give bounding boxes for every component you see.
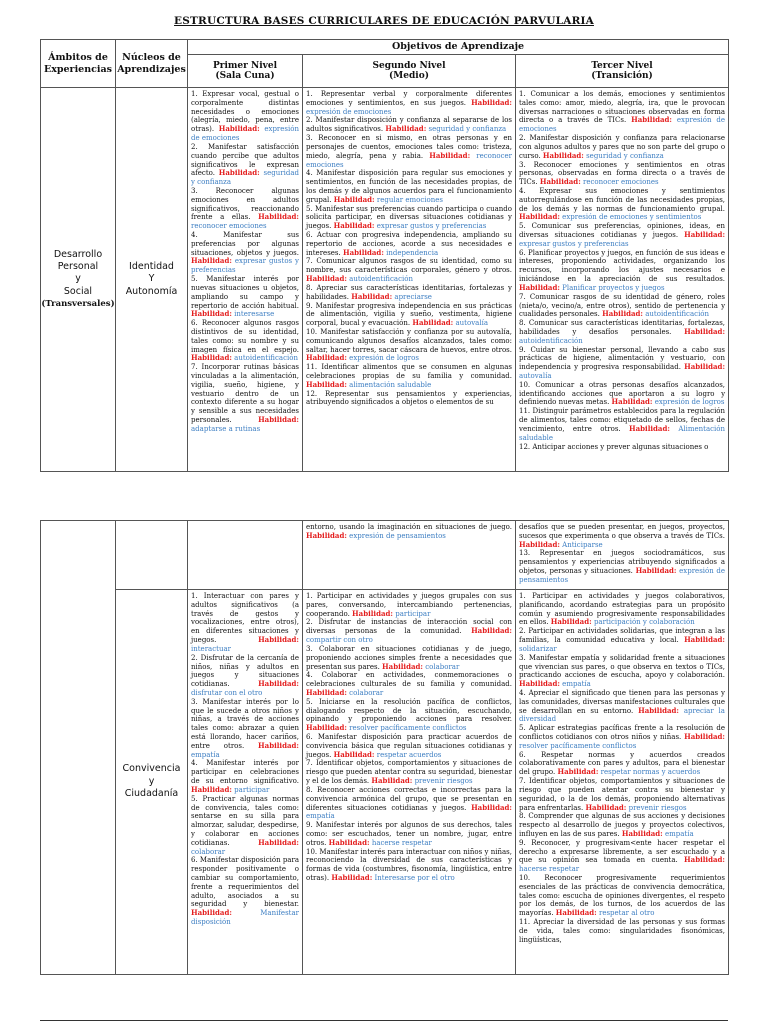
objective-text: 8. Comprender que algunas de sus acciones y decisiones respecto al desarrollo de juegos y proyectos colectivos, influyen en las de sus pares. xyxy=(519,812,725,838)
habilidad-value: hacerse respetar xyxy=(519,865,580,874)
objective-text: 13. Representar en juegos sociodramáticos, sus pensamientos y experiencias atribuyendo significados a objetos, personas y situaciones. xyxy=(519,549,725,576)
objective-item xyxy=(191,143,299,187)
nucleo-line: y xyxy=(148,775,155,787)
objective-text: 5. Iniciarse en la resolución pacífica de conflictos, dialogando respecto de la situación, escuchando, opinando y proponiendo acciones para resolver. xyxy=(306,697,512,724)
habilidad-label: Habilidad: xyxy=(621,828,663,838)
objective-item xyxy=(306,134,512,169)
habilidad-label: Habilidad: xyxy=(306,723,347,733)
habilidad-label: Habilidad: xyxy=(191,309,232,319)
header-primer-nivel xyxy=(188,55,303,88)
objective-text: 9. Manifestar progresiva independencia en sus prácticas de alimentación, vigilia y sueño, vestimenta, higiene corporal, bucal y evacuación. xyxy=(306,301,512,328)
objective-item xyxy=(519,689,725,724)
objective-item xyxy=(519,777,725,812)
objective-text: 4. Manifestar interés por participar en celebraciones de su entorno significativo. xyxy=(191,759,299,786)
habilidad-value: colaborar xyxy=(349,688,384,697)
habilidad-label: Habilidad: xyxy=(471,97,512,107)
ambito-line: Social xyxy=(63,285,93,297)
habilidad-label: Habilidad: xyxy=(519,212,560,222)
objective-item xyxy=(519,627,725,653)
objective-item xyxy=(519,443,725,452)
habilidad-label: Habilidad: xyxy=(191,353,232,363)
objective-item xyxy=(306,786,512,821)
objective-text: 6. Manifestar disposición para responder positivamente o cambiar su comportamiento, frente a requerimientos del adulto, asociados a su seguridad y bienestar. xyxy=(191,856,299,909)
habilidad-value: empatía xyxy=(562,680,591,689)
objective-text: 1. Participar en actividades y juegos colaborativos, planificando, acordando estrategias para un propósito común y asumiendo progresivamente responsabilidades en ellos. xyxy=(519,592,725,627)
habilidad-label: Habilidad: xyxy=(218,168,260,178)
objective-item xyxy=(191,319,299,363)
header-primer-nivel-label: Primer Nivel xyxy=(212,60,278,71)
habilidad-value: adaptarse a rutinas xyxy=(191,424,261,433)
convivencia-primer-cell xyxy=(188,590,303,975)
objective-text: 2. Manifestar satisfacción cuando percibe que adultos significativos le expresan afecto. xyxy=(191,142,299,178)
habilidad-label: Habilidad: xyxy=(371,776,413,786)
objective-text: 9. Reconocer, y progresivam<ente hacer respetar el derecho a expresarse libremente, a ser escuchado y a que su opinión sea tomada en cuenta. xyxy=(519,838,725,865)
curriculum-table-bottom xyxy=(40,520,729,975)
objective-text: 10. Manifestar satisfacción y confianza por su autovalía, comunicando algunos desafíos alcanzados, tales como: saltar, hacer torres, sacar cáscara de huevos, entre otros. xyxy=(306,327,512,354)
habilidad-value: expresión de logros xyxy=(349,354,419,363)
objective-text: 4. Apreciar el significado que tienen para las personas y las comunidades, diversas manifestaciones culturales que se desarrollan en su entorno. xyxy=(519,688,725,715)
objective-text: entorno, usando la imaginación en situaciones de juego. xyxy=(306,523,512,531)
habilidad-value: apreciar la diversidad xyxy=(519,706,725,724)
objective-text: 1. Expresar vocal, gestual o corporalmente distintas necesidades o emociones (alegría, miedo, pena, entre otras). xyxy=(191,90,299,134)
habilidad-label: Habilidad: xyxy=(635,566,677,576)
objective-text: 4. Colaborar en actividades, conmemoraciones o celebraciones culturales de su familia y comunidad. xyxy=(306,671,512,689)
objective-text: 6. Planificar proyectos y juegos, en función de sus ideas e intereses, proponiendo actividades, organizando los recursos, incorporando los ajustes necesarios e iniciándose en la apreciación de sus resultados. xyxy=(519,248,726,284)
objective-item xyxy=(191,698,299,760)
objective-item xyxy=(519,839,725,874)
habilidad-label: Habilidad: xyxy=(555,908,597,918)
habilidad-value: Planificar proyectos y juegos xyxy=(562,283,665,292)
habilidad-value: prevenir riesgos xyxy=(414,777,473,786)
habilidad-value: seguridad y confianza xyxy=(428,125,507,134)
objective-item xyxy=(306,257,512,283)
habilidad-label: Habilidad: xyxy=(519,679,560,689)
habilidad-label: Habilidad: xyxy=(429,150,471,160)
objective-item xyxy=(519,249,725,293)
objective-item xyxy=(306,328,512,363)
objective-text: 4. Manifestar sus preferencias por algunas situaciones, objetos y juegos. xyxy=(191,231,299,257)
objective-item xyxy=(519,751,725,777)
habilidad-label: Habilidad: xyxy=(684,732,726,741)
habilidad-label: Habilidad: xyxy=(542,150,584,160)
habilidad-label: Habilidad: xyxy=(331,873,373,882)
objective-text: 3. Colaborar en situaciones cotidianas y de juego, proponiendo acciones simples frente a necesidades que presentan sus pares. xyxy=(306,644,512,671)
habilidad-label: Habilidad: xyxy=(412,318,454,328)
habilidad-value: expresión de pensamientos xyxy=(349,531,446,540)
habilidad-value: respetar acuerdos xyxy=(376,750,442,759)
habilidad-label: Habilidad: xyxy=(306,379,347,389)
objective-item xyxy=(519,592,725,627)
habilidad-value: Manifestar disposición xyxy=(191,909,299,927)
habilidad-value: respetar al otro xyxy=(598,909,655,918)
habilidad-value: participar xyxy=(395,609,431,618)
page-title: ESTRUCTURA BASES CURRICULARES DE EDUCACIÓN PARVULARIA xyxy=(174,15,594,27)
objective-item xyxy=(191,90,299,143)
habilidad-label: Habilidad: xyxy=(258,212,299,222)
habilidad-label: Habilidad: xyxy=(333,749,375,759)
objective-item xyxy=(519,319,725,345)
objective-text: 1. Interactuar con pares y adultos significativos (a través de gestos y vocalizaciones, entre otros), en diferentes situaciones y juegos. xyxy=(191,592,299,645)
identidad-segundo-cell xyxy=(303,88,516,472)
objective-item xyxy=(519,187,725,222)
habilidad-value: autovalía xyxy=(519,372,552,380)
habilidad-label: Habilidad: xyxy=(191,908,232,918)
habilidad-label: Habilidad: xyxy=(585,802,627,812)
habilidad-value: seguridad y confianza xyxy=(191,169,299,187)
objective-item xyxy=(519,724,725,750)
habilidad-label: Habilidad: xyxy=(306,353,347,363)
objective-item xyxy=(191,275,299,319)
identidad-primer-cell xyxy=(188,88,303,472)
habilidad-value: prevenir riesgos xyxy=(628,803,687,812)
objective-text: 6. Actuar con progresiva independencia, ampliando su repertorio de acciones, acorde a sus necesidades e intereses. xyxy=(306,231,512,257)
objective-item xyxy=(191,187,299,231)
objective-text: 3. Reconocer emociones y sentimientos en otras personas, observadas en forma directa o a través de TICs. xyxy=(519,160,726,187)
objective-text: 10. Comunicar a otras personas desafíos alcanzados, identificando acciones que aportaron a su logro y definiendo nuevas metas. xyxy=(519,380,726,407)
objective-text: 2. Manifestar disposición y confianza al separarse de los adultos significativos. xyxy=(306,116,512,134)
objective-item xyxy=(306,618,512,644)
objective-item xyxy=(191,654,299,698)
objective-text: 8. Comunicar sus características identitarias, fortalezas, habilidades y desafíos personales. xyxy=(519,319,726,336)
objective-text: 8. Apreciar sus características identitarias, fortalezas y habilidades. xyxy=(306,283,512,301)
habilidad-value: participación y colaboración xyxy=(593,618,695,627)
nucleo-continuation-cell xyxy=(116,521,188,590)
objective-item xyxy=(306,733,512,759)
habilidad-value: interactuar xyxy=(191,644,231,653)
habilidad-value: autoidentificación xyxy=(234,354,298,363)
objective-text: 7. Incorporar rutinas básicas vinculadas a la alimentación, vigilia, sueño, higiene, y vestuario dentro de un contexto diferente a su hogar y sensible a sus necesidades personales. xyxy=(191,363,299,425)
objective-text: 3. Manifestar interés por lo que le sucede a otros niños y niñas, a través de acciones tales como: abrazar a quien está llorando, hacer cariños, entre otros. xyxy=(191,697,299,750)
habilidad-value: apreciarse xyxy=(394,292,432,301)
objective-item xyxy=(306,302,512,328)
objective-item xyxy=(519,523,725,549)
objective-text: 6. Reconocer algunos rasgos distintivos de su identidad, tales como: su nombre y su imagen física en el espejo. xyxy=(191,319,299,354)
habilidad-value: empatía xyxy=(665,829,694,838)
habilidad-label: Habilidad: xyxy=(306,274,347,284)
objective-item xyxy=(306,116,512,134)
habilidad-label: Habilidad: xyxy=(258,740,299,750)
habilidad-label: Habilidad: xyxy=(684,362,726,372)
objective-item xyxy=(191,592,299,654)
habilidad-value: empatía xyxy=(306,812,335,821)
objective-text: 10. Manifestar interés para interactuar con niños y niñas, reconociendo la diversidad de sus características y formas de vida (costumbres, fisonomía, lingüística, entre otras). xyxy=(306,847,512,882)
habilidad-label: Habilidad: xyxy=(385,124,427,134)
habilidad-value: participar xyxy=(234,785,270,794)
objective-text: 9. Cuidar su bienestar personal, llevando a cabo sus prácticas de higiene, alimentación y vestuario, con independencia y progresiva responsabilidad. xyxy=(519,345,726,372)
objective-text: 11. Identificar alimentos que se consumen en algunas celebraciones propias de su familia y comunidad. xyxy=(306,363,512,380)
objective-item xyxy=(191,795,299,857)
objective-text: 11. Distinguir parámetros establecidos para la regulación de alimentos, tales como: etiquetado de sellos, fechas de vencimiento, entre otros. xyxy=(519,407,726,433)
habilidad-label: Habilidad: xyxy=(631,115,673,125)
habilidad-value: expresar gustos y preferencias xyxy=(376,222,487,231)
objective-text: 11. Apreciar la diversidad de las personas y sus formas de vida, tales como: singularidades fisonómicas, lingüísticas, xyxy=(519,918,725,944)
objective-item xyxy=(519,654,725,689)
objective-item xyxy=(306,671,512,697)
habilidad-value: seguridad y confianza xyxy=(586,151,664,160)
habilidad-label: Habilidad: xyxy=(342,247,384,257)
habilidad-label: Habilidad: xyxy=(191,784,232,794)
habilidad-label: Habilidad: xyxy=(306,530,347,540)
objective-item xyxy=(306,645,512,671)
habilidad-value: alimentación saludable xyxy=(349,380,432,389)
habilidad-label: Habilidad: xyxy=(258,635,299,645)
objective-item xyxy=(306,848,512,883)
habilidad-value: expresión de logros xyxy=(654,398,725,407)
habilidad-value: Interesarse por el otro xyxy=(374,874,455,882)
habilidad-value: Alimentación saludable xyxy=(519,424,726,442)
habilidad-label: Habilidad: xyxy=(539,177,581,187)
habilidad-label: Habilidad: xyxy=(684,230,726,239)
habilidad-label: Habilidad: xyxy=(333,194,375,204)
tercer-continuation-cell xyxy=(516,521,729,590)
objective-item xyxy=(306,698,512,733)
habilidad-value: reconocer emociones xyxy=(583,178,659,187)
objective-text: 5. Aplicar estrategias pacíficas frente a la resolución de conflictos cotidianos con otros niños y niñas. xyxy=(519,724,725,741)
objective-item xyxy=(519,161,725,187)
objective-text: 1. Representar verbal y corporalmente diferentes emociones y sentimientos, en sus juegos. xyxy=(306,90,512,107)
habilidad-label: Habilidad: xyxy=(684,855,725,865)
header-tercer-nivel xyxy=(516,55,729,88)
objective-item xyxy=(306,523,512,541)
objective-item xyxy=(191,856,299,927)
objective-text: 7. Comunicar rasgos de su identidad de género, roles (nieta/o, vecino/a, entre otros), sentido de pertenencia y cualidades personales. xyxy=(519,292,726,319)
objective-text: 6. Manifestar disposición para practicar acuerdos de convivencia básica que regulan situaciones cotidianas y juegos. xyxy=(306,733,512,759)
objective-text: 5. Comunicar sus preferencias, opiniones, ideas, en diversas situaciones cotidianas y juegos. xyxy=(519,222,726,239)
header-segundo-nivel xyxy=(303,55,516,88)
objective-item xyxy=(519,549,725,584)
habilidad-label: Habilidad: xyxy=(218,124,260,134)
objective-item xyxy=(306,205,512,231)
habilidad-value: resolver pacíficamente conflictos xyxy=(519,741,637,750)
habilidad-value: regular emociones xyxy=(376,195,443,204)
objective-item xyxy=(519,918,725,944)
objective-text: 2. Disfrutar de la cercanía de niños, niñas y adultos en juegos y situaciones cotidianas. xyxy=(191,653,299,689)
habilidad-value: expresión de emociones xyxy=(191,125,299,143)
header-ambitos: Ámbitos de Experiencias xyxy=(41,40,116,88)
objective-item xyxy=(519,381,725,407)
ambito-line: y xyxy=(75,273,81,285)
header-nucleos: Núcleos de Aprendizajes xyxy=(116,40,188,88)
identidad-tercer-cell xyxy=(516,88,729,472)
objective-item xyxy=(306,90,512,116)
objective-item xyxy=(191,759,299,794)
habilidad-label: Habilidad: xyxy=(684,326,726,336)
header-tercer-nivel-sub: (Transición) xyxy=(591,71,653,81)
objective-item xyxy=(191,231,299,275)
objective-text: 9. Manifestar interés por algunos de sus derechos, tales como: ser escuchados, tener un nombre, jugar, entre otros. xyxy=(306,821,512,847)
objective-item xyxy=(519,222,725,248)
habilidad-value: disfrutar con el otro xyxy=(191,688,263,697)
habilidad-value: autoidentificación xyxy=(519,336,583,345)
objective-text: 5. Practicar algunas normas de convivencia, tales como: sentarse en su silla para almorzar, saludar, despedirse, y colaborar en acciones cotidianas. xyxy=(191,794,299,847)
habilidad-value: colaborar xyxy=(425,662,460,671)
habilidad-label: Habilidad: xyxy=(258,415,299,425)
objective-item xyxy=(306,821,512,847)
objective-text: 6. Respetar normas y acuerdos creados colaborativamente con pares y adultos, para el bienestar del grupo. xyxy=(519,750,725,777)
objective-item xyxy=(191,363,299,434)
objective-text: 3. Reconocer algunas emociones en adultos significativos, reaccionando frente a ellas. xyxy=(191,186,299,222)
habilidad-label: Habilidad: xyxy=(550,617,592,627)
habilidad-value: autovalía xyxy=(455,319,488,328)
habilidad-label: Habilidad: xyxy=(258,679,299,689)
habilidad-label: Habilidad: xyxy=(684,635,725,645)
habilidad-label: Habilidad: xyxy=(471,802,512,812)
objective-text: 7. Identificar objetos, comportamientos y situaciones de riesgo que pueden atentar contra su bienestar y seguridad, o la de los demás, proponiendo alternativas para enfrentarlas. xyxy=(519,777,725,812)
primer-continuation-cell xyxy=(188,521,303,590)
objective-text: 1. Comunicar a los demás, emociones y sentimientos tales como: amor, miedo, alegría, ira, que le provocan diversas narraciones o situaciones observadas en forma directa o a través de TICs. xyxy=(519,90,726,125)
habilidad-label: Habilidad: xyxy=(382,661,423,671)
objective-text: 7. Identificar objetos, comportamientos y situaciones de riesgo que pueden atentar contra su seguridad, bienestar y el de los demás. xyxy=(306,759,512,786)
curriculum-table-top xyxy=(40,39,729,472)
habilidad-label: Habilidad: xyxy=(519,539,560,549)
objective-item xyxy=(519,812,725,838)
habilidad-label: Habilidad: xyxy=(352,608,393,618)
habilidad-value: autoidentificación xyxy=(645,310,710,319)
header-primer-nivel-sub: (Sala Cuna) xyxy=(215,71,275,81)
habilidad-label: Habilidad: xyxy=(351,291,393,301)
habilidad-value: Anticiparse xyxy=(562,540,603,549)
habilidad-label: Habilidad: xyxy=(519,282,560,292)
habilidad-label: Habilidad: xyxy=(333,221,375,231)
habilidad-label: Habilidad: xyxy=(471,626,512,636)
objective-item xyxy=(519,874,725,918)
objective-text: 8. Reconocer acciones correctas e incorrectas para la convivencia armónica del grupo, que se presentan en diferentes situaciones cotidianas y juegos. xyxy=(306,785,512,812)
habilidad-value: reconocer emociones xyxy=(191,222,267,231)
habilidad-value: hacerse respetar xyxy=(371,838,432,847)
habilidad-value: expresar gustos y preferencias xyxy=(191,257,300,275)
objective-text: 2. Manifestar disposición y confianza para relacionarse con algunos adultos y pares que no son parte del grupo o curso. xyxy=(519,134,726,160)
habilidad-label: Habilidad: xyxy=(258,837,299,847)
ambito-cell xyxy=(41,88,116,472)
nucleo-line: Convivencia xyxy=(122,763,181,775)
objective-item xyxy=(306,759,512,785)
habilidad-label: Habilidad: xyxy=(328,837,370,847)
convivencia-segundo-cell xyxy=(303,590,516,975)
ambito-line: Personal xyxy=(57,260,99,272)
habilidad-label: Habilidad: xyxy=(638,705,680,715)
objective-text: 3. Reconocer en si mismo, en otras personas y en personajes de cuentos, emociones tales como: tristeza, miedo, alegría, pena y rabia. xyxy=(306,134,512,160)
habilidad-label: Habilidad: xyxy=(306,687,347,697)
objective-item xyxy=(306,169,512,204)
objective-text: 1. Participar en actividades y juegos grupales con sus pares, conversando, intercambiando pertenencias, cooperando. xyxy=(306,592,512,618)
page-divider xyxy=(40,1020,728,1021)
objective-text: 7. Comunicar algunos rasgos de su identidad, como su nombre, sus características corporales, género y otros. xyxy=(306,257,512,275)
objective-text: 5. Manifestar interés por nuevas situaciones u objetos, ampliando su campo y repertorio de acción habitual. xyxy=(191,275,299,310)
segundo-continuation-cell xyxy=(303,521,516,590)
header-segundo-nivel-label: Segundo Nivel xyxy=(372,60,446,71)
header-objetivos: Objetivos de Aprendizaje xyxy=(188,40,729,55)
objective-text: 10. Reconocer progresivamente requerimientos esenciales de las prácticas de convivencia democrática, tales como: escucha de opiniones divergentes, el respeto por los demás, de los turnos, de los acuerdos de las mayorías. xyxy=(519,874,725,918)
objective-text: 12. Anticipar acciones y prever algunas situaciones o xyxy=(519,442,709,451)
objective-text: desafíos que se pueden presentar, en juegos, proyectos, sucesos que experimenta o que observa a través de TICs. xyxy=(519,523,725,540)
habilidad-value: expresión de emociones y sentimientos xyxy=(562,213,702,222)
habilidad-value: autoidentificación xyxy=(349,275,413,284)
objective-item xyxy=(306,363,512,389)
objective-text: 12. Representar sus pensamientos y experiencias, atribuyendo significados a objetos o elementos de su xyxy=(306,389,512,407)
objective-item xyxy=(306,390,512,408)
objective-text: 4. Manifestar disposición para regular sus emociones y sentimientos, en función de las necesidades propias, de los demás y de algunos acuerdos para el funcionamiento grupal. xyxy=(306,169,512,204)
objective-item xyxy=(519,293,725,319)
objective-text: 2. Participar en actividades solidarias, que integran a las familias, la comunidad educativa y local. xyxy=(519,627,725,645)
objective-text: 5. Manifestar sus preferencias cuando participa o cuando solicita participar, en diversas situaciones cotidianas y juegos. xyxy=(306,204,512,231)
habilidad-value: resolver pacíficamente conflictos xyxy=(349,724,467,733)
ambito-transversales: (Transversales) xyxy=(41,299,115,310)
ambito-line: Desarrollo xyxy=(53,248,103,260)
nucleo-line: Ciudadanía xyxy=(124,788,179,800)
nucleo-convivencia-cell xyxy=(116,590,188,975)
habilidad-value: colaborar xyxy=(191,847,226,856)
objective-item xyxy=(519,346,725,381)
nucleo-identidad-cell xyxy=(116,88,188,472)
objective-text: 4. Expresar sus emociones y sentimientos autorregulándose en función de las necesidades propias, de los demás y las normas de funcionamiento grupal. xyxy=(519,186,726,213)
nucleo-line: Autonomía xyxy=(125,285,178,297)
habilidad-value: respetar normas y acuerdos xyxy=(600,768,701,777)
objective-item xyxy=(519,407,725,442)
habilidad-label: Habilidad: xyxy=(611,397,653,407)
objective-item xyxy=(519,134,725,160)
header-tercer-nivel-label: Tercer Nivel xyxy=(591,60,653,71)
objective-item xyxy=(306,592,512,618)
habilidad-value: expresión de emociones xyxy=(519,116,726,134)
header-segundo-nivel-sub: (Medio) xyxy=(389,71,429,81)
objective-text: 2. Disfrutar de instancias de interacción social con diversas personas de la comunidad. xyxy=(306,618,512,636)
habilidad-value: independencia xyxy=(386,248,439,257)
habilidad-label: Habilidad: xyxy=(191,256,232,266)
habilidad-value: reconocer emociones xyxy=(306,151,512,169)
habilidad-value: empatía xyxy=(191,750,220,759)
objective-item xyxy=(519,90,725,134)
habilidad-value: expresión de pensamientos xyxy=(519,567,726,584)
objective-item xyxy=(306,231,512,257)
convivencia-tercer-cell xyxy=(516,590,729,975)
habilidad-label: Habilidad: xyxy=(629,423,670,433)
habilidad-label: Habilidad: xyxy=(602,309,644,319)
habilidad-value: solidarizar xyxy=(519,644,557,653)
habilidad-value: interesarse xyxy=(234,310,275,319)
nucleo-line: Identidad xyxy=(129,260,174,272)
habilidad-value: compartir con otro xyxy=(306,636,373,645)
objective-text: 3. Manifestar empatía y solidaridad frente a situaciones que vivencian sus pares, o que observa en textos o TICs, practicando acciones de escucha, apoyo y colaboración. xyxy=(519,653,725,680)
habilidad-value: expresión de emociones xyxy=(306,107,392,116)
habilidad-value: expresar gustos y preferencias xyxy=(519,239,629,248)
ambito-continuation-cell xyxy=(41,521,116,975)
nucleo-line: Y xyxy=(148,273,155,285)
habilidad-label: Habilidad: xyxy=(557,767,599,777)
objective-item xyxy=(306,284,512,302)
